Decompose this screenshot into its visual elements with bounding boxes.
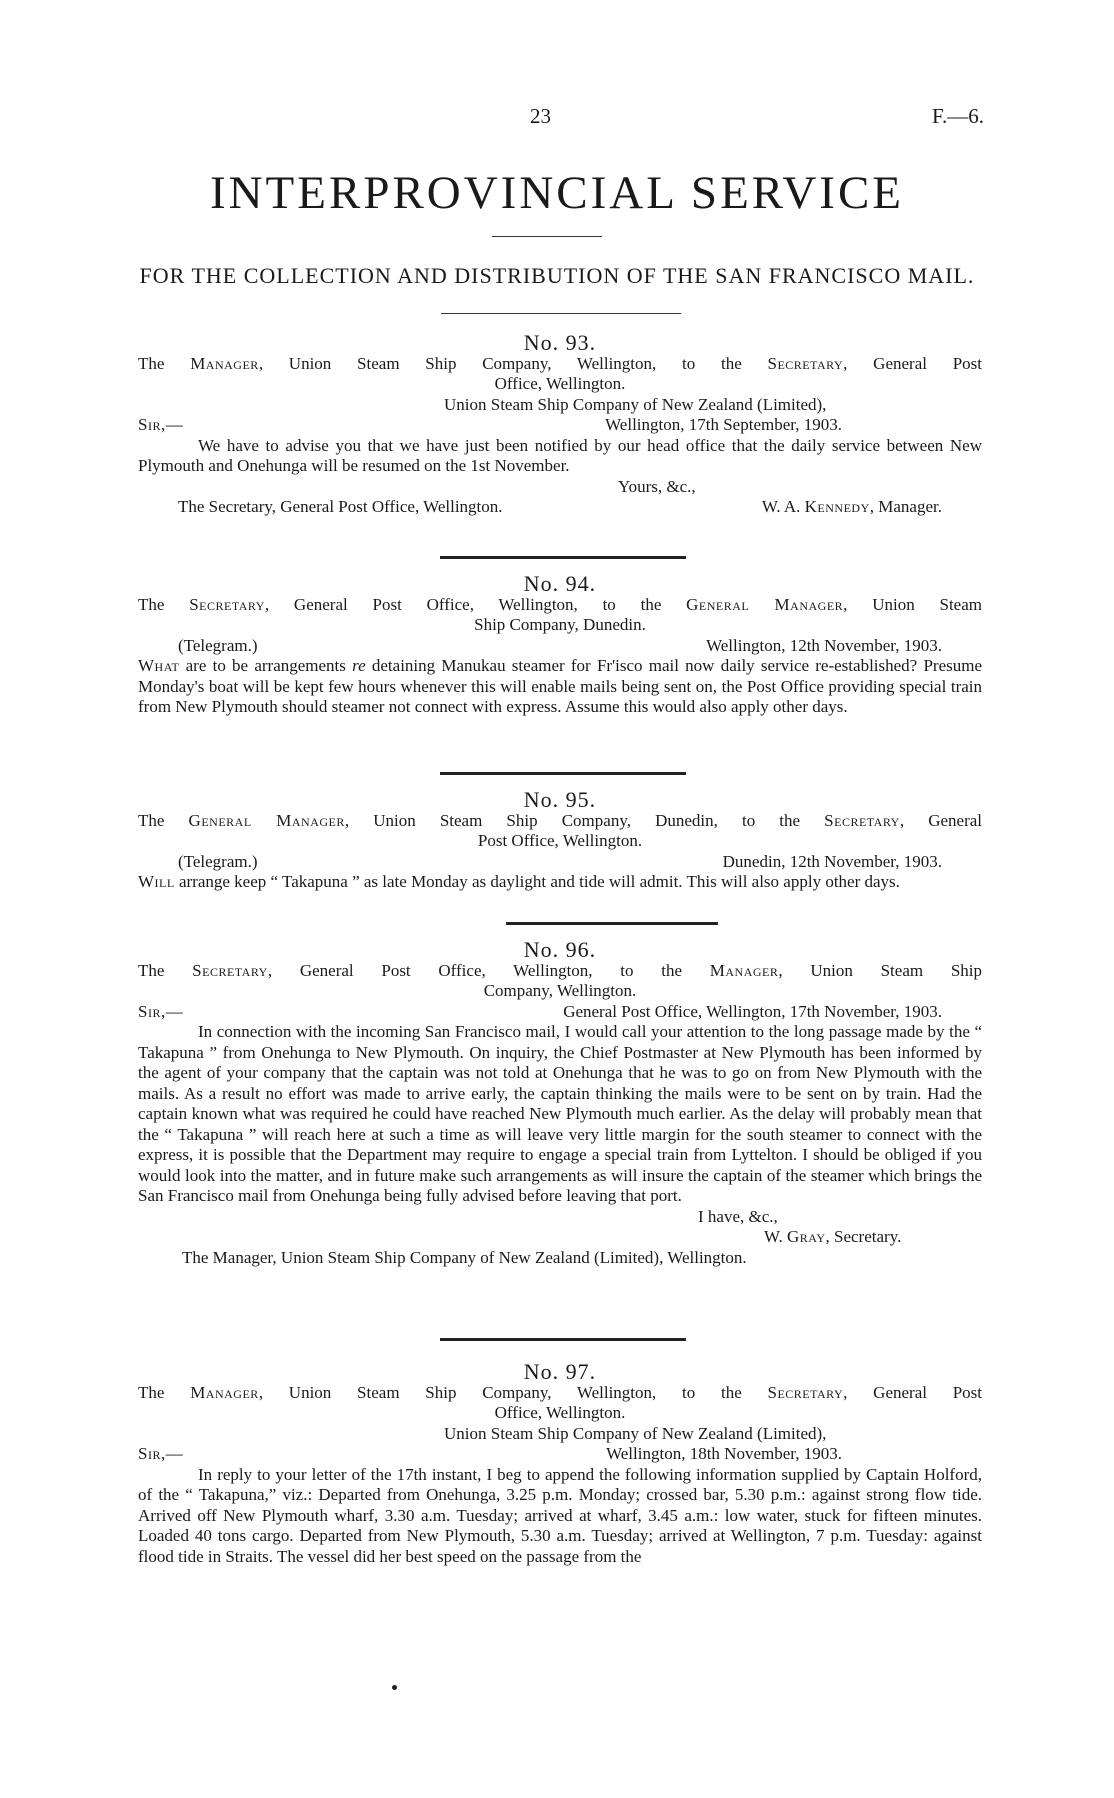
signature: W. A. Kennedy, Manager. [761,497,942,516]
page-title: INTERPROVINCIAL SERVICE [209,167,905,219]
letter-97 [138,1359,983,1567]
letter-body: We have to advise you that we have just been notified by our head office that the daily service between New Plymouth and Onehunga will be resumed on the 1st November. [138,435,982,475]
salutation: Sir,— [138,1001,184,1021]
page-number: 23 [530,104,551,128]
letter-number: No. 94. [523,571,597,596]
salutation: Sir,— [138,415,184,434]
sender-title: Secretary [192,960,268,980]
dateline: General Post Office, Wellington, 17th November, 1903. [563,1001,942,1021]
letter-heading-line2: Post Office, Wellington. [477,831,643,850]
section-divider [440,556,686,559]
telegram-label: (Telegram.) [178,635,258,655]
dateline: Dunedin, 12th November, 1903. [722,851,942,871]
dateline: Wellington, 18th November, 1903. [606,1444,842,1463]
sender-title: Secretary [189,594,265,614]
recipient-line: The Secretary, General Post Office, Wellington. [178,497,503,516]
letter-body: In reply to your letter of the 17th instant, I beg to append the following information supplied by Captain Holford, of the “ Takapuna,” viz.: Departed from Onehunga, 3.25 p.m. Monday; crossed bar, 5.30 p.m.: against strong flow tide. Arrived off New Plymouth wharf, 3.30 a.m. Tuesday; arrived at wharf, 3.45 a.m.: low water, stuck for fifteen minutes. Loaded 40 tons cargo. Departed from New Plymouth, 5.30 a.m. Tuesday; arrived at Wellington, 7 p.m. Tuesday: against flood tide in Straits. The vessel did her best speed on the passage from the [138,1464,982,1566]
letter-heading-line2: Ship Company, Dunedin. [474,615,646,634]
letter-body: In connection with the incoming San Francisco mail, I would call your attention to the long passage made by the “ Takapuna ” from Onehunga to New Plymouth. On inquiry, the Chief Postmaster at New Plymouth has been informed by the agent of your company that the captain was not told at Onehunga that he was to go on from New Plymouth with the mails. As a result no effort was made to arrive early, the captain thinking the mails were to be sent on by train. Had the captain known what was required he could have reached New Plymouth much earlier. As the delay will probably mean that the “ Takapuna ” will reach here at such a time as will leave very little margin for the south steamer to connect with the express, it is possible that the Department may require to engage a special train from Lyttelton. I should be obliged if you would look into the matter, and in future make such arrangements as will insure the captain of the steamer which brings the San Francisco mail from Onehunga being fully advised before leaving that port. [138,1022,982,1205]
signature-row [138,497,982,518]
letter-body: What are to be arrangements re detaining Manukau steamer for Fr'isco mail now daily service re-established? Presume Monday's boat will be kept few hours whenever this will enable mails being sent on, the Post Office providing special train from New Plymouth should steamer not connect with express. Assume this would also apply other days. [138,656,982,716]
recipient-title: Manager [709,960,779,980]
closing: Yours, &c., [618,476,696,496]
recipient-title: Secretary [824,810,900,830]
salutation-row [138,415,982,436]
dateline: Wellington, 17th September, 1903. [605,415,842,434]
telegram-row [138,636,982,657]
signature: W. Gray, Secretary. [764,1227,902,1246]
page-subtitle: FOR THE COLLECTION AND DISTRIBUTION OF THE SAN FRANCISCO MAIL. [139,263,975,288]
recipient-title: General Manager [686,594,844,614]
letter-heading: The Manager, Union Steam Ship Company, Wellington, to the Secretary, General Post [138,353,983,373]
salutation-row [138,1002,982,1023]
closing: I have, &c., [698,1206,778,1226]
letter-heading: The Secretary, General Post Office, Wellington, to the General Manager, Union Steam [138,594,982,614]
subtitle-divider [441,313,681,314]
letter-heading-line2: Office, Wellington. [494,374,626,393]
document-reference: F.—6. [932,104,984,128]
letter-number: No. 93. [523,330,597,355]
letter-95 [138,787,982,893]
salutation-row [138,1444,982,1465]
letter-93 [138,330,983,518]
letter-heading-line2: Office, Wellington. [494,1403,626,1422]
recipient-line: The Manager, Union Steam Ship Company of New Zealand (Limited), Wellington. [182,1247,747,1267]
salutation: Sir,— [138,1444,184,1463]
section-divider [440,1338,686,1341]
recipient-title: Secretary [767,353,844,373]
letter-heading-line2: Company, Wellington. [483,981,637,1000]
telegram-row [138,852,982,873]
dateline: Wellington, 12th November, 1903. [706,635,942,655]
letter-heading: The Manager, Union Steam Ship Company, Wellington, to the Secretary, General Post [138,1382,983,1402]
section-divider [506,922,718,925]
title-divider [492,236,602,237]
section-divider [440,772,686,775]
letter-96 [138,937,982,1268]
sender-title: General Manager [188,810,345,830]
recipient-title: Secretary [767,1382,844,1402]
letter-heading: The General Manager, Union Steam Ship Company, Dunedin, to the Secretary, General [138,810,982,830]
letter-number: No. 96. [523,937,597,962]
letter-heading: The Secretary, General Post Office, Wellington, to the Manager, Union Steam Ship [138,960,982,980]
sender-address: Union Steam Ship Company of New Zealand (Limited), [444,394,827,414]
telegram-label: (Telegram.) [178,851,258,871]
letter-number: No. 95. [523,787,597,812]
letter-body: Will arrange keep “ Takapuna ” as late Monday as daylight and tide will admit. This will also apply other days. [138,872,900,891]
letter-94 [138,571,982,718]
sender-title: Manager [190,1382,259,1402]
sender-address: Union Steam Ship Company of New Zealand (Limited), [444,1423,827,1443]
ink-dot [392,1685,397,1690]
letter-number: No. 97. [523,1359,597,1384]
sender-title: Manager [190,353,259,373]
